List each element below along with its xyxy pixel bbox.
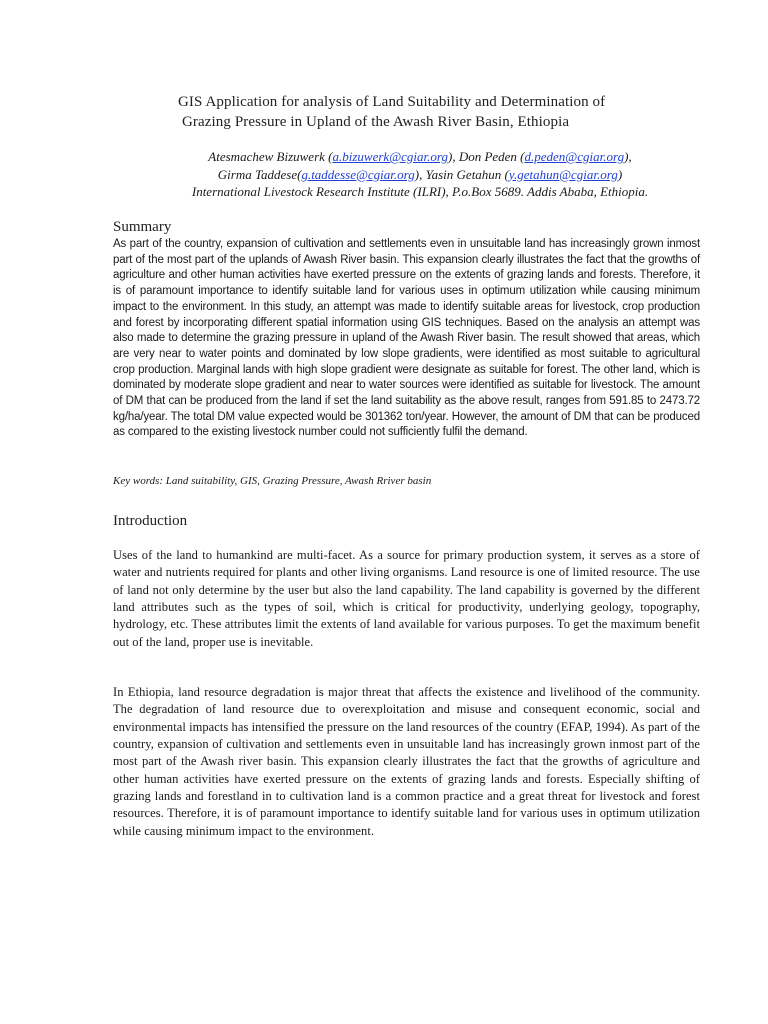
author-2-email-link[interactable]: d.peden@cgiar.org (524, 149, 625, 164)
introduction-paragraph-1: Uses of the land to humankind are multi-facet. As a source for primary production system, it serves as a store of water and nutrients required for plants and other living organisms. Land resource is one of limited resource. The use of land not only determine by the user but also the land capability. The land capability is governed by the different land attributes such as the types of soil, which is critical for productivity, underlying geology, topography, hydrology, etc. These attributes limit the extents of land available for various purposes. To get the maximum benefit out of the land, proper use is inevitable. (113, 548, 700, 649)
author-block (100, 148, 740, 201)
author-line-1-end: ), (624, 149, 632, 164)
author-line-1 (100, 148, 740, 166)
keywords-line: Key words: Land suitability, GIS, Grazing Pressure, Awash Rriver basin (113, 475, 432, 487)
author-3-name: Girma Taddese( (217, 166, 302, 182)
introduction-paragraph-2: In Ethiopia, land resource degradation is major threat that affects the existence and livelihood of the community. The degradation of land resource due to overexploitation and misuse and consequent economic, social and environmental impacts has intensified the pressure on the land resources of the country (EFAP, 1994). As part of the country, expansion of cultivation and settlements even in unsuitable land has increasingly grown inmost part of the most part of the Awash river basin. This expansion clearly illustrates the fact that the growths of agriculture and other human activities have exerted pressure on the extents of grazing lands and forests. Especially shifting of grazing lands and forestland in to cultivation land is a common practice and a great threat for livestock and forest resources. Therefore, it is of paramount importance to identify suitable land for various uses in optimum utilization while causing minimum impact to the environment. (113, 685, 700, 838)
author-1-name: Atesmachew Bizuwerk ( (208, 149, 333, 164)
author-1-email-link[interactable]: a.bizuwerk@cgiar.org (332, 149, 448, 164)
author-3-email-link[interactable]: g.taddesse@cgiar.org (301, 166, 415, 182)
summary-paragraph: As part of the country, expansion of cultivation and settlements even in unsuitable land has increasingly grown inmost part of the most part of the uplands of Awash River basin. This expansion clearly illustrates the fact that the growths of agriculture and other human activities have exerted pressure on the extents of grazing lands and forests. Therefore, it is of paramount importance to identify suitable land for various uses in optimum utilization while causing minimum impact to the environment. In this study, an attempt was made to identify suitable areas for livestock, crop production and forest by incorporating different spatial information using GIS techniques. Based on the analysis an attempt was also made to determine the grazing pressure in upland of the Awash River basin. The result showed that areas, which are very near to water points and dominated by low slope gradients, were identified as most suitable to agricultural crop production. Marginal lands with high slope gradient were designate as suitable for forest. The other land, which is dominated by moderate slope gradient and near to water sources were identified as suitable for livestock. The amount of DM that can be produced from the land if set the land suitability as the above result, ranges from 591.85 to 2473.72 kg/ha/year. The total DM value expected would be 301362 ton/year. However, the amount of DM that can be produced as compared to the existing livestock number could not sufficiently fulfil the demand. (113, 238, 700, 439)
paper-title-line-1: GIS Application for analysis of Land Suitability and Determination of (178, 94, 606, 110)
author-4-name: ), Yasin Getahun ( (414, 166, 509, 182)
paper-title (150, 92, 710, 132)
affiliation: International Livestock Research Institute (ILRI), P.o.Box 5689. Addis Ababa, Ethiopia. (191, 184, 649, 199)
author-line-2 (100, 166, 740, 184)
author-2-name: ), Don Peden ( (447, 149, 525, 164)
introduction-heading: Introduction (113, 513, 188, 529)
author-4-email-link[interactable]: y.getahun@cgiar.org (508, 166, 618, 182)
author-line-2-end: ) (617, 166, 623, 182)
paper-title-line-2: Grazing Pressure in Upland of the Awash River Basin, Ethiopia (182, 114, 570, 130)
summary-heading: Summary (113, 219, 172, 235)
